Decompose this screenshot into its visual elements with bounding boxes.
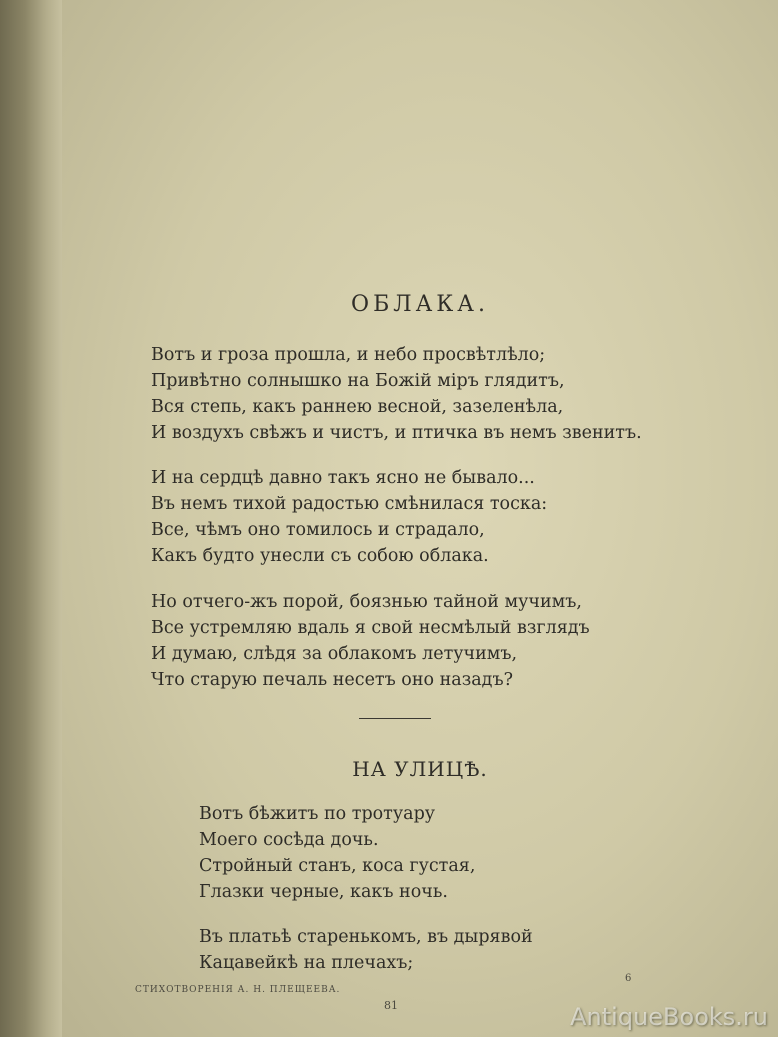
poem1-stanza-3 bbox=[151, 589, 590, 693]
verse-line: Въ немъ тихой радостью смѣнилася тоска: bbox=[151, 494, 548, 514]
verse-line: Моего сосѣда дочь. bbox=[199, 830, 379, 850]
page-number: 81 bbox=[384, 999, 398, 1012]
verse-line: Вся степь, какъ раннею весной, зазеленѣла, bbox=[151, 397, 564, 417]
signature-number: 6 bbox=[625, 973, 632, 984]
poem2-stanza-2 bbox=[199, 924, 533, 976]
poem1-stanza-1 bbox=[151, 342, 642, 446]
poem-title-oblaka: ОБЛАКА. bbox=[351, 292, 489, 317]
verse-line: Вотъ и гроза прошла, и небо просвѣтлѣло; bbox=[151, 345, 546, 365]
poem2-stanza-1 bbox=[199, 801, 475, 905]
poem1-stanza-2 bbox=[151, 465, 547, 569]
book-spine-edge bbox=[0, 0, 62, 1037]
verse-line: Все, чѣмъ оно томилось и страдало, bbox=[151, 520, 485, 540]
verse-line: И воздухъ свѣжъ и чистъ, и птичка въ немъ звенитъ. bbox=[151, 423, 642, 443]
verse-line: Въ платьѣ старенькомъ, въ дырявой bbox=[199, 927, 533, 947]
verse-line: Но отчего-жъ порой, боязнью тайной мучимъ, bbox=[151, 592, 582, 612]
verse-line: И думаю, слѣдя за облакомъ летучимъ, bbox=[151, 644, 518, 664]
verse-line: Стройный станъ, коса густая, bbox=[199, 856, 476, 876]
section-divider bbox=[359, 718, 431, 719]
verse-line: И на сердцѣ давно такъ ясно не бывало... bbox=[151, 468, 535, 488]
poem-title-na-ulitse: НА УЛИЦѢ. bbox=[352, 757, 488, 781]
verse-line: Глазки черные, какъ ночь. bbox=[199, 882, 448, 902]
verse-line: Привѣтно солнышко на Божій міръ глядитъ, bbox=[151, 371, 565, 391]
verse-line: Вотъ бѣжитъ по тротуару bbox=[199, 804, 436, 824]
verse-line: Кацавейкѣ на плечахъ; bbox=[199, 953, 414, 973]
book-page bbox=[62, 0, 778, 1037]
verse-line: Какъ будто унесли съ собою облака. bbox=[151, 546, 489, 566]
verse-line: Все устремляю вдаль я свой несмѣлый взглядъ bbox=[151, 618, 590, 638]
watermark: AntiqueBooks.ru bbox=[570, 1003, 768, 1031]
printer-signature: СТИХОТВОРЕНІЯ А. Н. ПЛЕЩЕЕВА. bbox=[135, 985, 341, 995]
verse-line: Что старую печаль несетъ оно назадъ? bbox=[151, 670, 513, 690]
